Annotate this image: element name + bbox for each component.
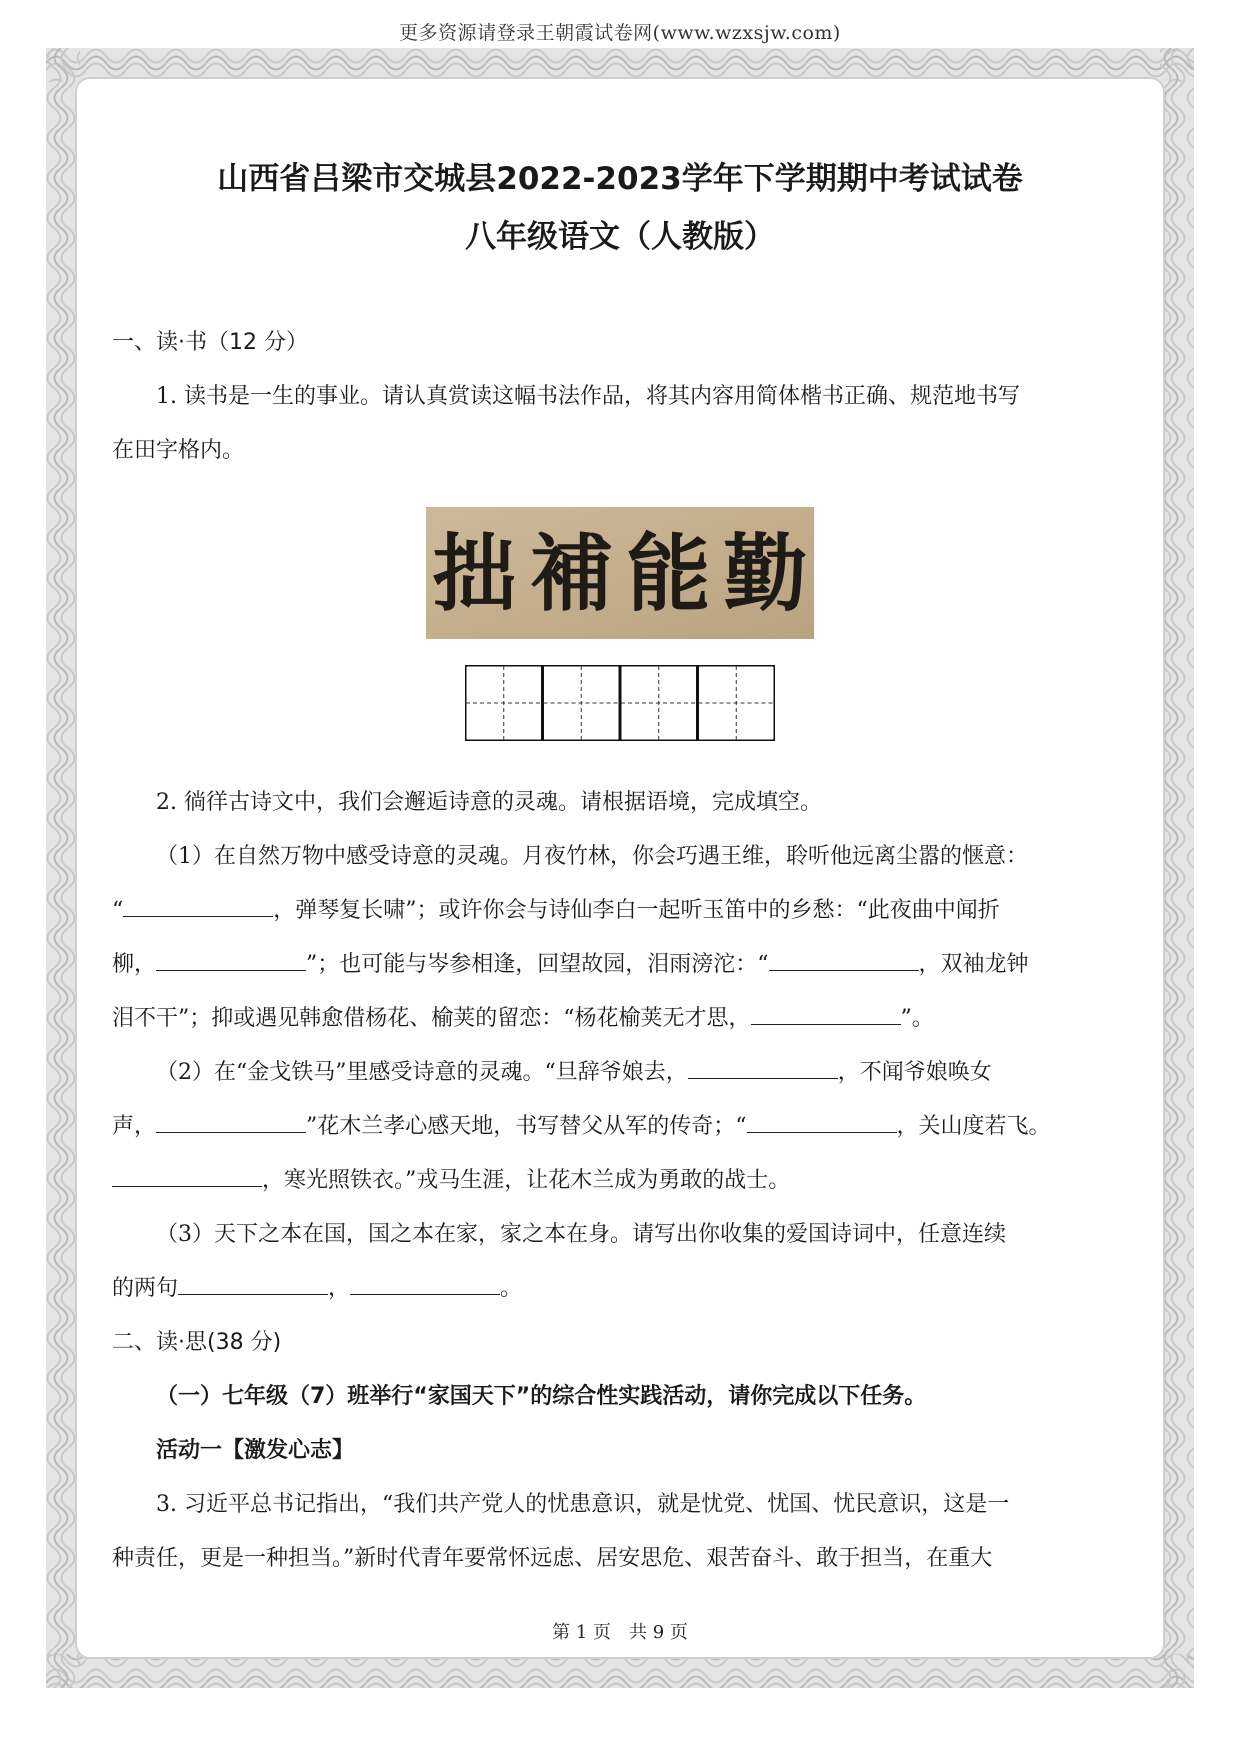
q2-part3-line1: （3）天下之本在国，国之本在家，家之本在身。请写出你收集的爱国诗词中，任意连续: [156, 1222, 1006, 1247]
section1-heading: 一、读·书（12 分）: [112, 330, 308, 355]
calligraphy-char: 拙: [432, 524, 517, 623]
text-fragment: ”。: [900, 1006, 934, 1031]
fill-blank[interactable]: [688, 1058, 838, 1079]
text-fragment: “: [112, 898, 124, 923]
q1-text-line2: 在田字格内。: [112, 438, 245, 463]
text-fragment: ，弹琴复长啸”；或许你会与诗仙李白一起听玉笛中的乡愁：“此夜曲中闻折: [273, 898, 1000, 923]
text-fragment: 泪不干”；抑或遇见韩愈借杨花、榆荚的留恋：“杨花榆荚无才思，: [112, 1006, 751, 1031]
q2-part1-line3: [112, 938, 1128, 992]
calligraphy-char: 能: [626, 524, 711, 623]
q2-part1-line4: [112, 992, 1128, 1046]
fill-blank[interactable]: [769, 950, 919, 971]
text-fragment: 柳，: [112, 952, 157, 977]
fill-blank[interactable]: [112, 1166, 262, 1187]
fill-blank[interactable]: [747, 1112, 897, 1133]
text-fragment: ”花木兰孝心感天地，书写替父从军的传奇；“: [306, 1114, 747, 1139]
q2-part2-line2: [112, 1100, 1128, 1154]
calligraphy-char: 勤: [723, 524, 808, 623]
q3-line1: 3. 习近平总书记指出，“我们共产党人的忧患意识，就是忧党、忧国、忧民意识，这是一: [156, 1492, 1010, 1517]
site-header: 更多资源请登录王朝霞试卷网(www.wzxsjw.com): [399, 22, 841, 44]
fill-blank[interactable]: [751, 1004, 901, 1025]
exam-title-line1: 山西省吕梁市交城县2022-2023学年下学期期中考试试卷: [217, 161, 1023, 197]
fill-blank[interactable]: [178, 1274, 328, 1295]
fill-blank[interactable]: [156, 950, 306, 971]
tianzige-writing-grid[interactable]: [465, 665, 775, 741]
q2-part2-line1: [112, 1046, 1128, 1100]
exam-title-line2: 八年级语文（人教版）: [465, 219, 775, 255]
q2-part2-line3: [112, 1154, 1128, 1208]
text-fragment: 。: [500, 1276, 523, 1301]
calligraphy-artwork: [426, 507, 814, 639]
q2-part3-line2: [112, 1262, 1128, 1316]
q2-part1-line1: （1）在自然万物中感受诗意的灵魂。月夜竹林，你会巧遇王维，聆听他远离尘嚣的惬意：: [156, 844, 1029, 869]
text-fragment: 的两句: [112, 1276, 179, 1301]
text-fragment: ，不闻爷娘唤女: [837, 1060, 992, 1085]
q2-part1-line2: [112, 884, 1128, 938]
text-fragment: ，双袖龙钟: [918, 952, 1029, 977]
q3-line2: 种责任，更是一种担当。”新时代青年要常怀远虑、居安思危、艰苦奋斗、敢于担当，在重大: [112, 1546, 993, 1571]
text-fragment: ”；也可能与岑参相逢，回望故园，泪雨滂沱：“: [306, 952, 769, 977]
page-footer: 第 1 页 共 9 页: [552, 1622, 688, 1643]
q1-text-line1: 1. 读书是一生的事业。请认真赏读这幅书法作品，将其内容用简体楷书正确、规范地书写: [156, 384, 1020, 409]
text-fragment: 声，: [112, 1114, 157, 1139]
fill-blank[interactable]: [350, 1274, 500, 1295]
text-fragment: ，: [328, 1276, 351, 1301]
exam-content: [112, 150, 1128, 1586]
section2-sub1: （一）七年级（7）班举行“家国天下”的综合性实践活动，请你完成以下任务。: [156, 1384, 927, 1409]
calligraphy-char: 補: [529, 524, 614, 623]
activity1-heading: 活动一【激发心志】: [156, 1438, 355, 1463]
text-fragment: （2）在“金戈铁马”里感受诗意的灵魂。“旦辞爷娘去，: [156, 1060, 688, 1085]
fill-blank[interactable]: [123, 896, 273, 917]
text-fragment: ，关山度若飞。: [896, 1114, 1051, 1139]
fill-blank[interactable]: [156, 1112, 306, 1133]
text-fragment: ，寒光照铁衣。”戎马生涯，让花木兰成为勇敢的战士。: [262, 1168, 791, 1193]
section2-heading: 二、读·思(38 分): [112, 1330, 282, 1355]
q2-intro: 2. 徜徉古诗文中，我们会邂逅诗意的灵魂。请根据语境，完成填空。: [156, 790, 822, 815]
